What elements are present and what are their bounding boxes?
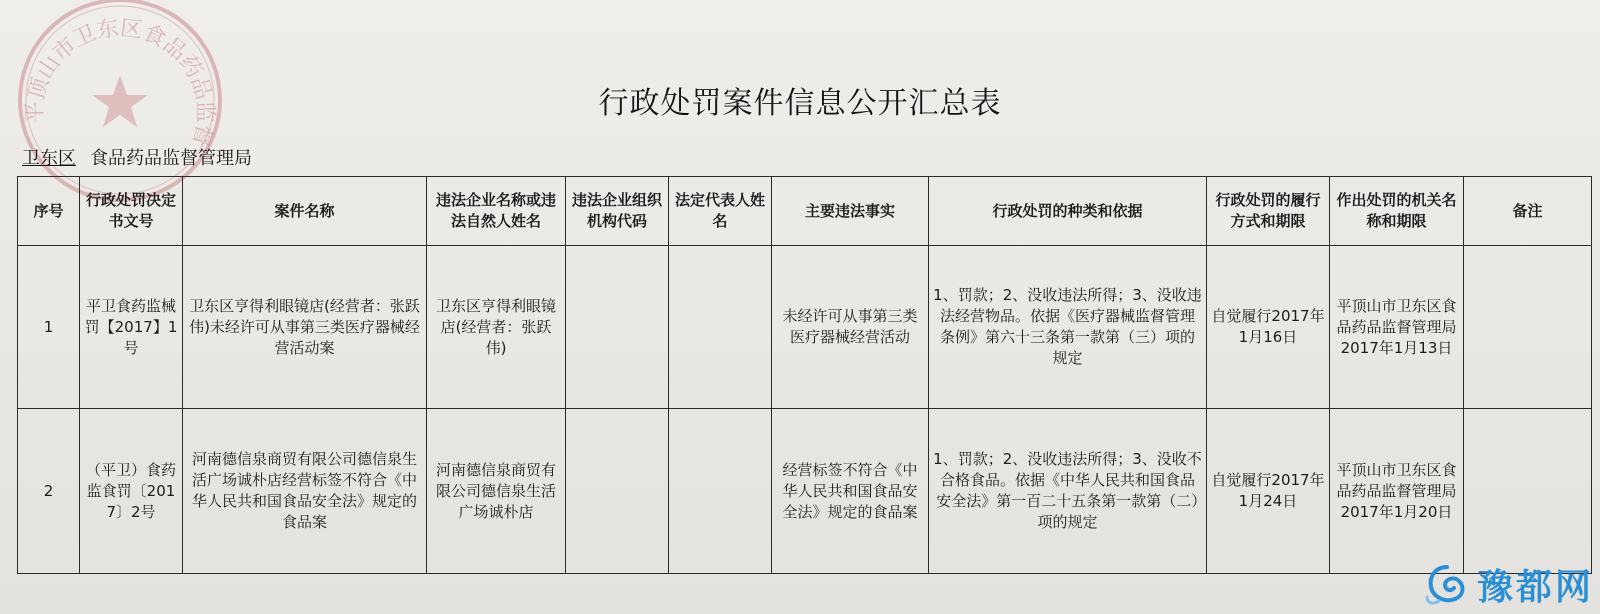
- agency-line: [22, 144, 252, 170]
- cell-fulfillment: 自觉履行2017年1月16日: [1207, 246, 1330, 409]
- header-fulfillment: 行政处罚的履行方式和期限: [1207, 177, 1330, 246]
- agency-name: 食品药品监督管理局: [90, 148, 252, 169]
- header-remarks: 备注: [1464, 177, 1592, 246]
- swirl-logo-icon: [1423, 561, 1471, 609]
- cell-violator: 卫东区亨得利眼镜店(经营者：张跃伟): [427, 246, 566, 409]
- header-penalty: 行政处罚的种类和依据: [929, 177, 1207, 246]
- cell-doc-no: 平卫食药监械罚【2017】1号: [80, 246, 183, 409]
- header-org-code: 违法企业组织机构代码: [566, 177, 669, 246]
- header-authority: 作出处罚的机关名称和期限: [1330, 177, 1464, 246]
- cell-facts: 经营标签不符合《中华人民共和国食品安全法》规定的食品案: [772, 409, 929, 574]
- cell-penalty: 1、罚款；2、没收违法所得；3、没收违法经营物品。依据《医疗器械监督管理条例》第六十三条第一款第（三）项的规定: [929, 246, 1207, 409]
- cell-case-name: 河南德信泉商贸有限公司德信泉生活广场诚朴店经营标签不符合《中华人民共和国食品安全法》规定的食品案: [183, 409, 427, 574]
- cell-facts: 未经许可从事第三类医疗器械经营活动: [772, 246, 929, 409]
- cell-authority: 平顶山市卫东区食品药品监督管理局2017年1月13日: [1330, 246, 1464, 409]
- header-facts: 主要违法事实: [772, 177, 929, 246]
- district-name: 卫东区: [22, 148, 76, 169]
- cell-seq: 1: [18, 246, 80, 409]
- cell-remarks: [1464, 409, 1592, 574]
- document-title: 行政处罚案件信息公开汇总表: [598, 86, 1002, 121]
- cell-fulfillment: 自觉履行2017年1月24日: [1207, 409, 1330, 574]
- site-watermark: [1423, 559, 1594, 610]
- svg-text:平顶山市卫东区食品药品监督管理局: 平顶山市卫东区食品药品监督: [22, 15, 218, 150]
- header-seq: 序号: [18, 177, 80, 246]
- penalty-table-container: [17, 176, 1591, 574]
- cell-legal-rep: [669, 409, 772, 574]
- header-legal-rep: 法定代表人姓名: [669, 177, 772, 246]
- table-row: [18, 409, 1592, 574]
- cell-org-code: [566, 409, 669, 574]
- header-doc-no: 行政处罚决定书文号: [80, 177, 183, 246]
- penalty-info-table: [17, 176, 1592, 574]
- header-case-name: 案件名称: [183, 177, 427, 246]
- cell-case-name: 卫东区亨得利眼镜店(经营者：张跃伟)未经许可从事第三类医疗器械经营活动案: [183, 246, 427, 409]
- cell-authority: 平顶山市卫东区食品药品监督管理局2017年1月20日: [1330, 409, 1464, 574]
- table-header-row: [18, 177, 1592, 246]
- cell-doc-no: （平卫）食药监食罚〔2017〕2号: [80, 409, 183, 574]
- cell-remarks: [1464, 246, 1592, 409]
- header-violator: 违法企业名称或违法自然人姓名: [427, 177, 566, 246]
- cell-legal-rep: [669, 246, 772, 409]
- cell-penalty: 1、罚款；2、没收违法所得；3、没收不合格食品。依据《中华人民共和国食品安全法》第一百二十五条第一款第（二）项的规定: [929, 409, 1207, 574]
- table-row: [18, 246, 1592, 409]
- cell-violator: 河南德信泉商贸有限公司德信泉生活广场诚朴店: [427, 409, 566, 574]
- watermark-text: 豫都网: [1476, 567, 1594, 608]
- cell-seq: 2: [18, 409, 80, 574]
- cell-org-code: [566, 246, 669, 409]
